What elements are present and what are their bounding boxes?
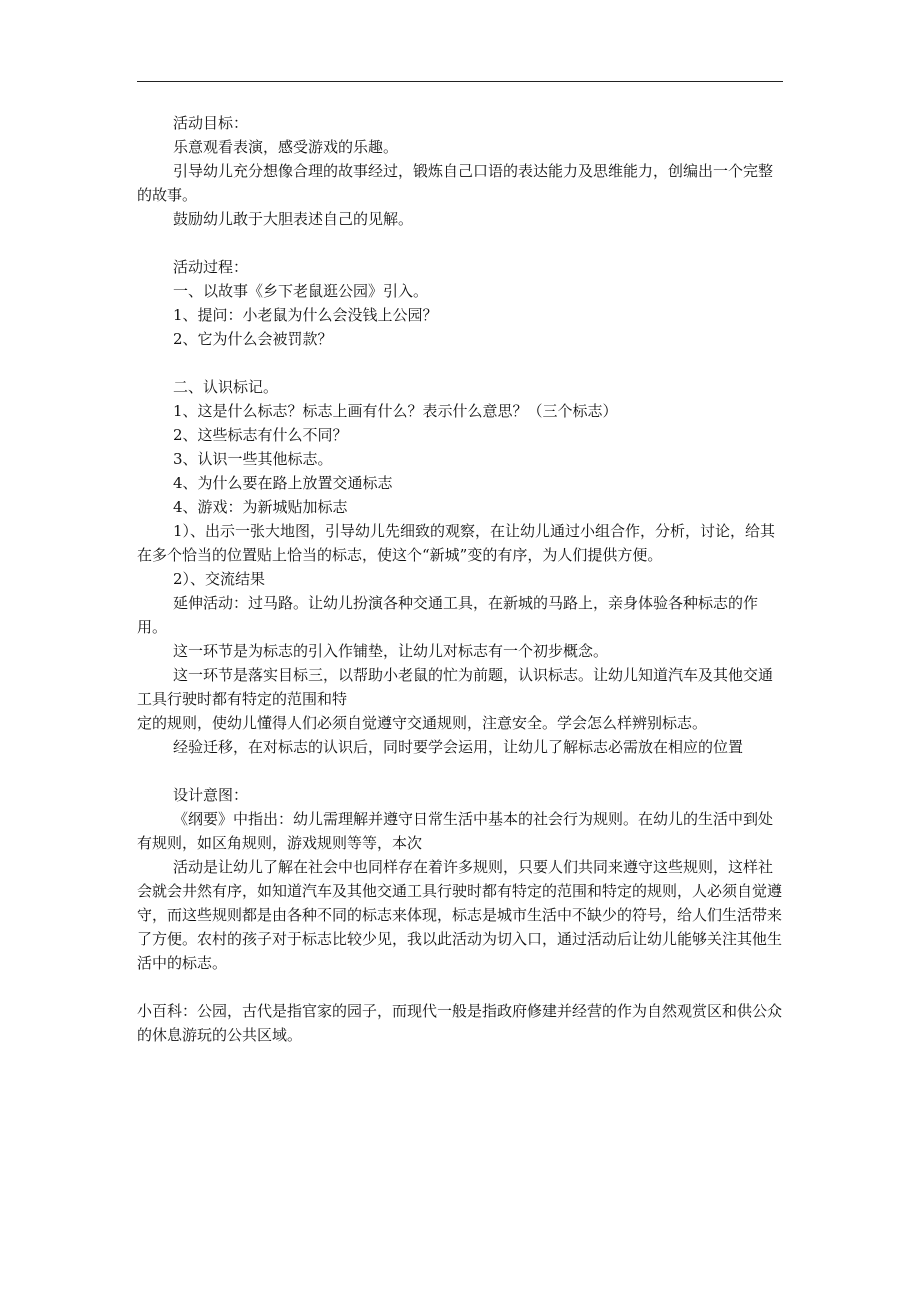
encyclopedia-note: 小百科：公园，古代是指官家的园子，而现代一般是指政府修建并经营的作为自然观赏区和供公众的休息游玩的公共区域。 [137, 1002, 783, 1044]
process-step: 这一环节是落实目标三，以帮助小老鼠的忙为前题，认识标志。让幼儿知道汽车及其他交通工具行驶时都有特定的范围和特 [137, 666, 774, 708]
process-step: 一、以故事《乡下老鼠逛公园》引入。 [173, 282, 429, 300]
process-step: 经验迁移，在对标志的认识后，同时要学会运用，让幼儿了解标志必需放在相应的位置 [173, 738, 744, 756]
process-step: 2）、交流结果 [173, 570, 266, 588]
spacer [137, 975, 787, 999]
process-step: 1、提问：小老鼠为什么会没钱上公园？ [173, 306, 438, 324]
process-step: 2、这些标志有什么不同？ [173, 426, 348, 444]
process-step: 1、这是什么标志？标志上画有什么？表示什么意思？（三个标志） [173, 402, 618, 420]
design-paragraph: 《纲要》中指出：幼儿需理解并遵守日常生活中基本的社会行为规则。在幼儿的生活中到处有规则，如区角规则，游戏规则等等，本次 [137, 810, 774, 852]
document-body [137, 111, 787, 1047]
process-step: 4、游戏：为新城贴加标志 [173, 498, 348, 516]
process-step: 3、认识一些其他标志。 [173, 450, 333, 468]
spacer [137, 759, 787, 783]
process-heading: 活动过程： [173, 258, 249, 276]
process-step: 这一环节是为标志的引入作铺垫，让幼儿对标志有一个初步概念。 [173, 642, 609, 660]
process-step: 1）、出示一张大地图，引导幼儿先细致的观察，在让幼儿通过小组合作，分析，讨论，给其在多个恰当的位置贴上恰当的标志，使这个“新城”变的有序，为人们提供方便。 [137, 522, 776, 564]
design-paragraph: 活动是让幼儿了解在社会中也同样存在着许多规则，只要人们共同来遵守这些规则，这样社会就会井然有序，如知道汽车及其他交通工具行驶时都有特定的范围和特定的规则，人必须自觉遵守，而这些规则都是由各种不同的标志来体现，标志是城市生活中不缺少的符号，给人们生活带来了方便。农村的孩子对于标志比较少见，我以此活动为切入口，通过活动后让幼儿能够关注其他生活中的标志。 [137, 858, 783, 972]
process-step: 延伸活动：过马路。让幼儿扮演各种交通工具，在新城的马路上，亲身体验各种标志的作用。 [137, 594, 759, 636]
spacer [137, 231, 787, 255]
process-step: 4、为什么要在路上放置交通标志 [173, 474, 393, 492]
goal-item: 鼓励幼儿敢于大胆表述自己的见解。 [173, 210, 414, 228]
header-rule [137, 81, 783, 82]
goal-item: 引导幼儿充分想像合理的故事经过，锻炼自己口语的表达能力及思维能力，创编出一个完整的故事。 [137, 162, 774, 204]
process-step: 定的规则，使幼儿懂得人们必须自觉遵守交通规则，注意安全。学会怎么样辨别标志。 [137, 714, 708, 732]
process-step: 二、认识标记。 [173, 378, 279, 396]
process-step: 2、它为什么会被罚款？ [173, 330, 333, 348]
design-heading: 设计意图： [173, 786, 249, 804]
goals-heading: 活动目标： [173, 114, 249, 132]
goal-item: 乐意观看表演，感受游戏的乐趣。 [173, 138, 399, 156]
spacer [137, 351, 787, 375]
